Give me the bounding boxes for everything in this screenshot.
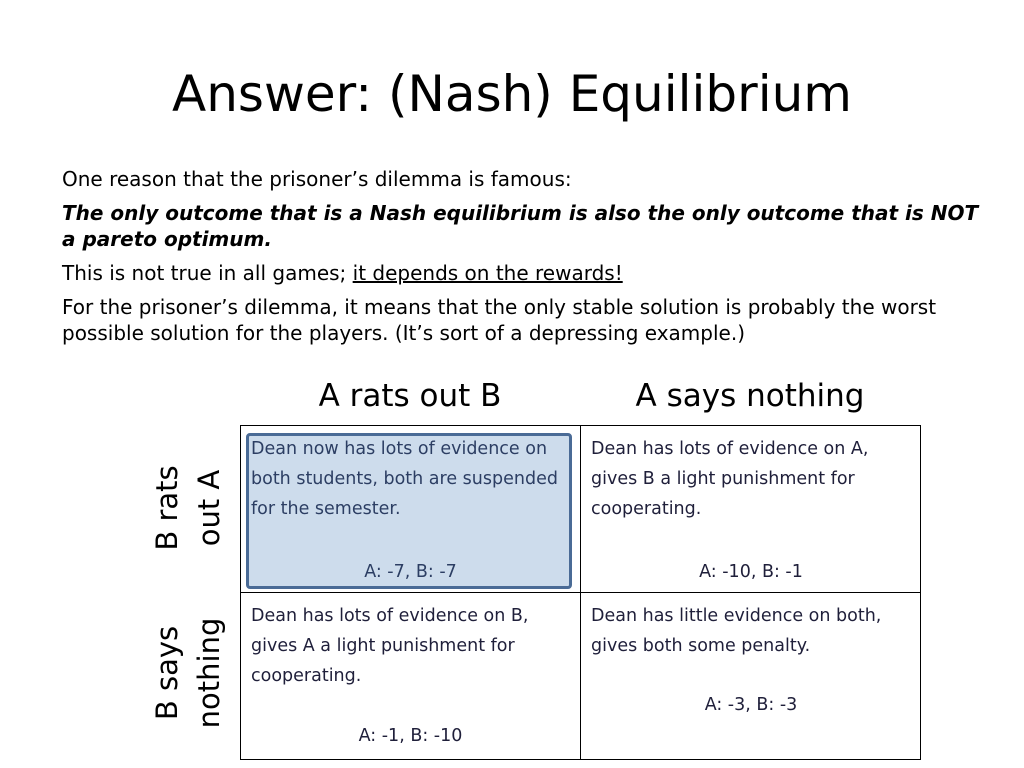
column-header-a-nothing: A says nothing xyxy=(635,378,865,414)
cell-r1c1-text: Dean now has lots of evidence on both students, both are suspended for the semester. xyxy=(251,439,558,519)
row-header-b-nothing-line2: nothing xyxy=(192,617,226,729)
row-header-b-rats-line2: out A xyxy=(192,469,226,547)
paragraph-2: The only outcome that is a Nash equilibrium is also the only outcome that is NOT a pareto optimum. xyxy=(62,201,979,251)
paragraph-3 xyxy=(62,260,982,286)
row-header-b-nothing-line1: B says xyxy=(150,625,184,721)
cell-r2c2-payoff: A: -3, B: -3 xyxy=(704,695,798,715)
cell-r1c2-text: Dean has lots of evidence on A, gives B a light punishment for cooperating. xyxy=(591,439,869,519)
slide-title: Answer: (Nash) Equilibrium xyxy=(172,65,852,123)
paragraph-1: One reason that the prisoner’s dilemma is famous: xyxy=(62,167,572,191)
cell-r2c2-text: Dean has little evidence on both, gives both some penalty. xyxy=(591,606,882,656)
cell-r2c1 xyxy=(241,593,581,760)
cell-r1c1 xyxy=(241,426,581,593)
paragraph-3-underlined: it depends on the rewards! xyxy=(352,261,623,285)
row-header-b-rats-line1: B rats xyxy=(150,465,184,551)
cell-r1c2-payoff: A: -10, B: -1 xyxy=(699,562,803,582)
row-header-b-nothing xyxy=(133,598,243,748)
cell-r2c1-text: Dean has lots of evidence on B, gives A a light punishment for cooperating. xyxy=(251,606,529,686)
cell-r2c1-payoff: A: -1, B: -10 xyxy=(358,726,463,746)
cell-r1c2 xyxy=(581,426,921,593)
row-header-b-rats xyxy=(133,433,243,583)
paragraph-4: For the prisoner’s dilemma, it means that the only stable solution is probably the worst possible solution for the players. (It’s sort of a depressing example.) xyxy=(62,295,937,345)
cell-r1c1-payoff: A: -7, B: -7 xyxy=(364,562,457,582)
paragraph-3-prefix: This is not true in all games; xyxy=(62,261,353,285)
cell-r2c2 xyxy=(581,593,921,760)
payoff-matrix xyxy=(240,425,921,760)
column-header-a-rats: A rats out B xyxy=(318,378,502,414)
